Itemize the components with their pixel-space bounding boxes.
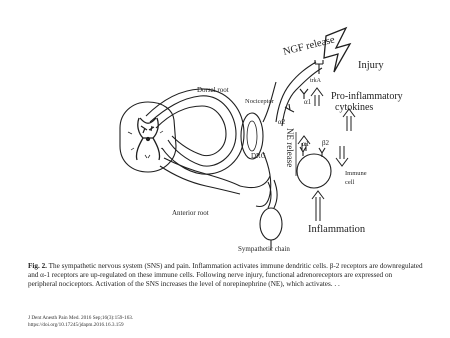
citation-doi-link[interactable]: https://doi.org/10.17245/jdapm.2016.16.3.159 [28,322,124,328]
anterior-root-lower [160,166,240,194]
drg-ganglion-inner [247,121,257,151]
sympathetic-ganglion [260,208,282,240]
citation-journal: J Dent Anesth Pain Med. 2016 Sep;16(3):159-163. [28,315,134,321]
spinal-cord-texture [128,131,164,158]
caption-text: The sympathetic nervous system (SNS) and pain. Inflammation activates immune dendritic cells. β-2 receptors are downregulated and α-1 receptors are up-regulated on these immune cells. Following nerve injury, functional adrenoreceptors are expressed on peripheral nociceptors. Activation of the SNS increases the level of norepinephrine (NE), which activates. . . [28,262,423,289]
ngf-release-label: NGF release [282,34,336,58]
up-arrow-icon [312,191,324,221]
inflammation-label: Inflammation [308,224,366,235]
ne-release-label: NE release [285,128,295,168]
dorsal-horn-neurons [141,126,154,133]
dorsal-root-outer [146,89,244,174]
pro-inflammatory-label: Pro-inflammatory [331,91,403,102]
dorsal-root-label: Dorsal root [197,86,229,94]
immune-label: Immune [345,170,367,177]
injury-bolt-icon [324,28,350,72]
nerve-main-left [240,176,270,188]
up-arrow-icon [311,88,323,106]
dorsal-root-inner [156,106,226,156]
nociceptor-fibre-right [282,68,322,126]
spinal-cord [118,101,194,172]
drg-label: DRG [251,152,266,160]
nociceptor-label: Nociceptor [245,98,274,105]
nociceptor-fibre-left [276,62,316,122]
cytokines-label: cytokines [335,102,374,113]
alpha2-label: α2 [278,118,286,126]
cell-label: cell [345,179,355,186]
figure-number: Fig. 2. [28,262,47,270]
citation [28,315,423,329]
anterior-root-label: Anterior root [172,209,209,217]
injury-label: Injury [358,60,384,71]
alpha1-label-immune: α1 [302,140,310,148]
central-canal [146,137,149,140]
sympathetic-chain-label: Sympathetic chain [238,245,290,253]
down-arrow-icon [336,146,348,166]
alpha1-label-nociceptor: α1 [304,98,312,106]
sympathetic-link-b [274,180,277,208]
trka-label: trkA [310,78,321,84]
alpha1-receptor-immune [300,147,306,156]
beta2-label: β2 [322,139,330,147]
figure-caption [28,262,423,290]
beta2-receptor-immune [319,148,325,157]
immune-cell [297,154,331,188]
